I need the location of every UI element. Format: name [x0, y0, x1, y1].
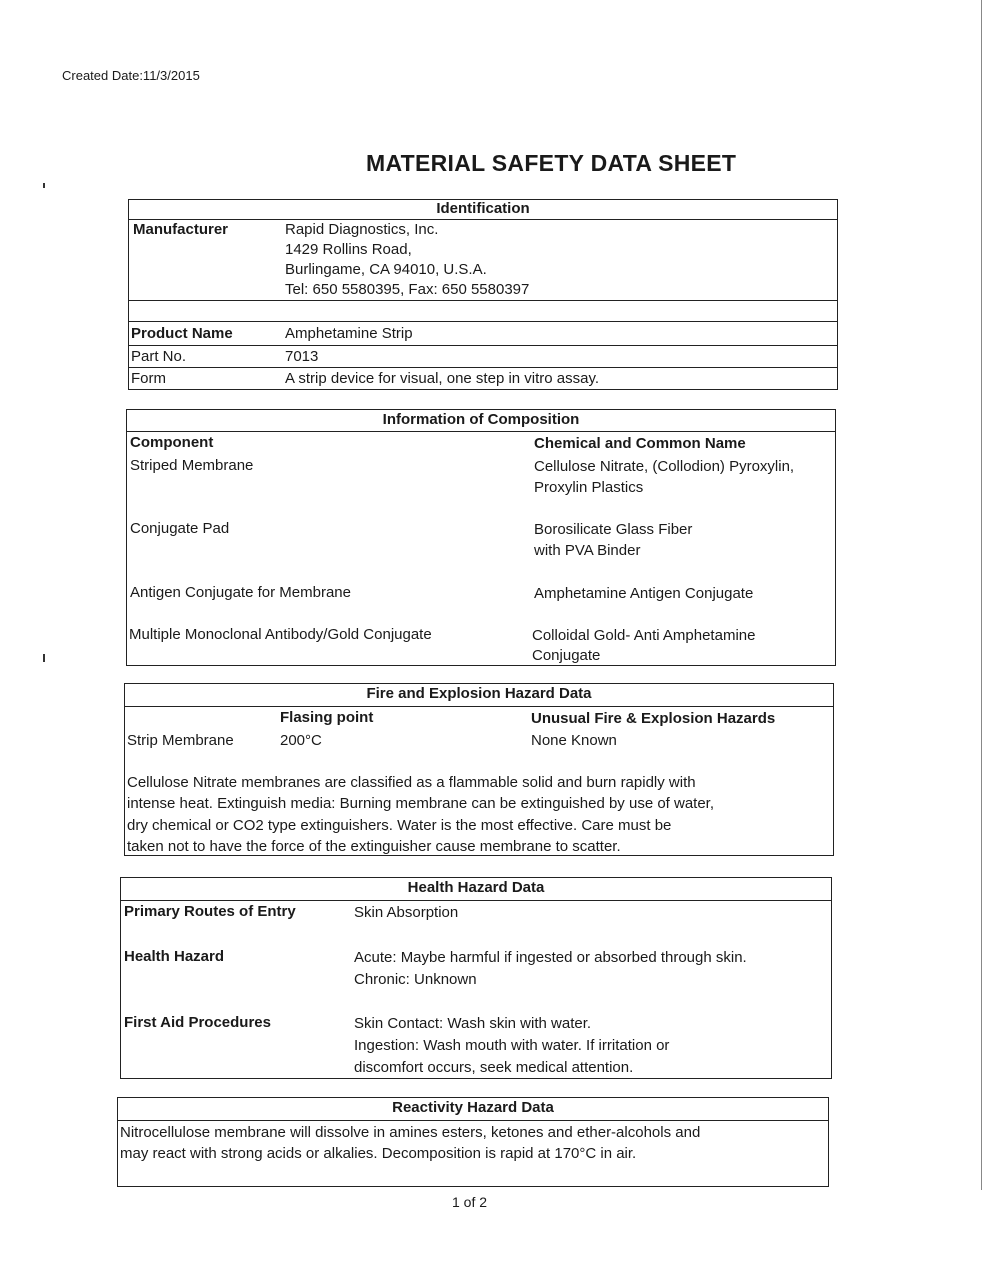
- manufacturer-line: Tel: 650 5580395, Fax: 650 5580397: [285, 281, 530, 298]
- flash-point-header: Flasing point: [280, 709, 374, 726]
- health-hazard-section: [120, 877, 832, 1079]
- composition-title: Information of Composition: [382, 411, 580, 428]
- manufacturer-label: Manufacturer: [133, 221, 229, 238]
- fire-paragraph-line: Cellulose Nitrate membranes are classified as a flammable solid and burn rapidly with: [127, 774, 696, 791]
- product-name-value: Amphetamine Strip: [285, 325, 413, 342]
- flash-point-value: 200°C: [280, 732, 322, 749]
- fire-paragraph-line: dry chemical or CO2 type extinguishers. Water is the most effective. Care must be: [127, 817, 672, 834]
- part-no-label: Part No.: [131, 348, 187, 365]
- reactivity-hazard-title: Reactivity Hazard Data: [392, 1099, 554, 1116]
- page-title: MATERIAL SAFETY DATA SHEET: [366, 150, 737, 176]
- form-value: A strip device for visual, one step in vitro assay.: [285, 370, 600, 387]
- health-hazard-title: Health Hazard Data: [407, 879, 545, 896]
- chemical-cell: Conjugate: [532, 647, 601, 664]
- fire-paragraph-line: taken not to have the force of the extinguisher cause membrane to scatter.: [127, 838, 621, 855]
- component-cell: Conjugate Pad: [130, 520, 230, 537]
- component-cell: Antigen Conjugate for Membrane: [130, 584, 351, 601]
- chemical-cell: Amphetamine Antigen Conjugate: [534, 585, 754, 602]
- routes-value: Skin Absorption: [354, 904, 459, 921]
- fire-hazard-title: Fire and Explosion Hazard Data: [366, 685, 592, 702]
- fire-paragraph-line: intense heat. Extinguish media: Burning membrane can be extinguished by use of water,: [127, 795, 715, 812]
- scan-mark: [43, 654, 45, 662]
- identification-section: [128, 199, 838, 390]
- first-aid-line: discomfort occurs, seek medical attention.: [354, 1059, 634, 1076]
- unusual-hazards-header: Unusual Fire & Explosion Hazards: [531, 710, 776, 727]
- chemical-column-header: Chemical and Common Name: [534, 435, 746, 452]
- health-hazard-line: Chronic: Unknown: [354, 971, 477, 988]
- unusual-hazards-value: None Known: [531, 732, 617, 749]
- health-hazard-label: Health Hazard: [124, 948, 225, 965]
- page-number: 1 of 2: [452, 1194, 488, 1210]
- chemical-cell: Borosilicate Glass Fiber: [534, 521, 693, 538]
- component-cell: Striped Membrane: [130, 457, 254, 474]
- created-date: Created Date:11/3/2015: [62, 68, 200, 83]
- product-name-label: Product Name: [131, 325, 233, 342]
- reactivity-hazard-section: [117, 1097, 829, 1187]
- reactivity-line: Nitrocellulose membrane will dissolve in amines esters, ketones and ether-alcohols and: [120, 1124, 701, 1141]
- chemical-cell: Cellulose Nitrate, (Collodion) Pyroxylin,: [534, 458, 795, 475]
- part-no-value: 7013: [285, 348, 319, 365]
- chemical-cell: Colloidal Gold- Anti Amphetamine: [532, 627, 756, 644]
- chemical-cell: Proxylin Plastics: [534, 479, 644, 496]
- fire-item-name: Strip Membrane: [127, 732, 234, 749]
- manufacturer-line: Rapid Diagnostics, Inc.: [285, 221, 439, 238]
- first-aid-label: First Aid Procedures: [124, 1014, 271, 1031]
- scan-mark: [43, 183, 45, 188]
- reactivity-line: may react with strong acids or alkalies. Decomposition is rapid at 170°C in air.: [120, 1145, 637, 1162]
- manufacturer-line: Burlingame, CA 94010, U.S.A.: [285, 261, 487, 278]
- health-hazard-line: Acute: Maybe harmful if ingested or absorbed through skin.: [354, 949, 747, 966]
- first-aid-line: Ingestion: Wash mouth with water. If irritation or: [354, 1037, 670, 1054]
- fire-hazard-section: [124, 683, 834, 856]
- manufacturer-line: 1429 Rollins Road,: [285, 241, 412, 258]
- component-column-header: Component: [130, 434, 214, 451]
- form-label: Form: [131, 370, 166, 387]
- first-aid-line: Skin Contact: Wash skin with water.: [354, 1015, 592, 1032]
- component-cell: Multiple Monoclonal Antibody/Gold Conjugate: [129, 626, 432, 643]
- identification-title: Identification: [436, 200, 530, 217]
- composition-section: [126, 409, 836, 666]
- scan-edge-line: [981, 0, 982, 1190]
- chemical-cell: with PVA Binder: [534, 542, 641, 559]
- routes-label: Primary Routes of Entry: [124, 903, 296, 920]
